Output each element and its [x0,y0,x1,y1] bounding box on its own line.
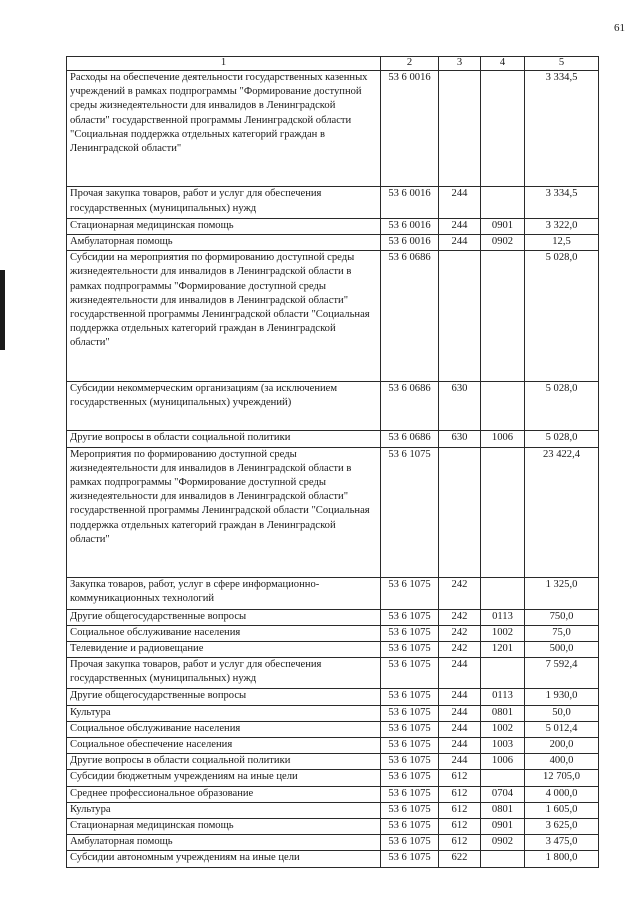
row-name: Мероприятия по формированию доступной среды жизнедеятельности для инвалидов в Ленинградской области в рамках подпрограммы "Формирование доступной среды жизнедеятельности для инвалидов в Ленинградской области" государственной программы Ленинградской области "Социальная поддержка отдельных категорий граждан в Ленинградской области" [67,447,381,578]
row-amount: 3 334,5 [525,187,599,218]
row-target-article: 53 6 0686 [381,251,439,382]
row-expense-type: 242 [439,578,481,609]
row-section [481,251,525,382]
row-target-article: 53 6 1075 [381,578,439,609]
row-target-article: 53 6 1075 [381,447,439,578]
row-name: Расходы на обеспечение деятельности государственных казенных учреждений в рамках подпрограммы "Формирование доступной среды жизнедеятельности для инвалидов в Ленинградской области" государственной программы Ленинградской области "Социальная поддержка отдельных категорий граждан в Ленинградской области" [67,71,381,187]
row-expense-type: 244 [439,218,481,234]
table-row [67,609,599,625]
row-target-article: 53 6 1075 [381,818,439,834]
row-section: 1002 [481,625,525,641]
row-expense-type: 630 [439,431,481,447]
table-row [67,786,599,802]
row-amount: 1 800,0 [525,851,599,867]
row-name: Культура [67,802,381,818]
row-section: 0902 [481,234,525,250]
table-row [67,251,599,382]
header-col-5: 5 [525,57,599,71]
table-header-row [67,57,599,71]
row-expense-type: 612 [439,818,481,834]
table-row [67,835,599,851]
row-amount: 5 028,0 [525,431,599,447]
table-row [67,625,599,641]
row-target-article: 53 6 1075 [381,609,439,625]
row-target-article: 53 6 1075 [381,802,439,818]
row-target-article: 53 6 1075 [381,689,439,705]
row-target-article: 53 6 1075 [381,835,439,851]
row-name: Субсидии на мероприятия по формированию доступной среды жизнедеятельности для инвалидов в Ленинградской области в рамках подпрограммы "Формирование доступной среды жизнедеятельности для инвалидов в Ленинградской области" государственной программы Ленинградской области "Социальная поддержка отдельных категорий граждан в Ленинградской области" [67,251,381,382]
row-amount: 400,0 [525,754,599,770]
row-section: 0901 [481,218,525,234]
table-row [67,431,599,447]
row-name: Телевидение и радиовещание [67,641,381,657]
row-section: 1006 [481,431,525,447]
row-amount: 3 475,0 [525,835,599,851]
row-expense-type: 622 [439,851,481,867]
row-amount: 75,0 [525,625,599,641]
header-col-3: 3 [439,57,481,71]
row-amount: 12,5 [525,234,599,250]
table-row [67,802,599,818]
row-target-article: 53 6 1075 [381,658,439,689]
header-col-1: 1 [67,57,381,71]
table-row [67,705,599,721]
table-row [67,641,599,657]
row-name: Амбулаторная помощь [67,234,381,250]
table-row [67,738,599,754]
row-section [481,447,525,578]
row-target-article: 53 6 1075 [381,705,439,721]
row-name: Прочая закупка товаров, работ и услуг для обеспечения государственных (муниципальных) нужд [67,658,381,689]
table-row [67,218,599,234]
table-row [67,721,599,737]
row-name: Культура [67,705,381,721]
table-row [67,658,599,689]
row-section [481,851,525,867]
row-expense-type: 242 [439,609,481,625]
table-row [67,754,599,770]
table-row [67,818,599,834]
row-target-article: 53 6 0686 [381,381,439,431]
row-section [481,770,525,786]
row-section: 0801 [481,802,525,818]
row-amount: 23 422,4 [525,447,599,578]
table-row [67,578,599,609]
binding-mark [0,270,5,350]
row-section: 1006 [481,754,525,770]
row-amount: 200,0 [525,738,599,754]
row-section: 1201 [481,641,525,657]
row-target-article: 53 6 1075 [381,754,439,770]
row-expense-type: 242 [439,625,481,641]
row-section [481,658,525,689]
row-amount: 3 625,0 [525,818,599,834]
row-target-article: 53 6 1075 [381,770,439,786]
row-name: Среднее профессиональное образование [67,786,381,802]
row-amount: 12 705,0 [525,770,599,786]
row-amount: 5 028,0 [525,251,599,382]
row-section: 0801 [481,705,525,721]
row-name: Социальное обслуживание населения [67,721,381,737]
row-section: 0113 [481,609,525,625]
row-amount: 1 325,0 [525,578,599,609]
row-expense-type: 612 [439,835,481,851]
row-expense-type: 612 [439,770,481,786]
row-section: 1003 [481,738,525,754]
row-section: 0901 [481,818,525,834]
row-amount: 750,0 [525,609,599,625]
row-name: Другие вопросы в области социальной политики [67,754,381,770]
row-section: 0902 [481,835,525,851]
row-section: 0113 [481,689,525,705]
row-expense-type [439,71,481,187]
row-section: 0704 [481,786,525,802]
row-name: Другие общегосударственные вопросы [67,689,381,705]
row-amount: 3 334,5 [525,71,599,187]
row-name: Стационарная медицинская помощь [67,218,381,234]
row-target-article: 53 6 0686 [381,431,439,447]
table-row [67,770,599,786]
row-name: Стационарная медицинская помощь [67,818,381,834]
header-col-2: 2 [381,57,439,71]
row-amount: 1 930,0 [525,689,599,705]
row-section: 1002 [481,721,525,737]
table-row [67,187,599,218]
row-name: Субсидии некоммерческим организациям (за исключением государственных (муниципальных) учреждений) [67,381,381,431]
row-amount: 5 028,0 [525,381,599,431]
row-name: Социальное обеспечение населения [67,738,381,754]
row-target-article: 53 6 0016 [381,218,439,234]
table-row [67,447,599,578]
header-col-4: 4 [481,57,525,71]
row-target-article: 53 6 1075 [381,786,439,802]
row-name: Социальное обслуживание населения [67,625,381,641]
row-expense-type: 244 [439,754,481,770]
budget-table-body [67,57,599,868]
row-amount: 5 012,4 [525,721,599,737]
row-name: Субсидии автономным учреждениям на иные цели [67,851,381,867]
table-row [67,851,599,867]
row-target-article: 53 6 1075 [381,625,439,641]
row-expense-type: 630 [439,381,481,431]
row-section [481,71,525,187]
row-target-article: 53 6 1075 [381,851,439,867]
row-target-article: 53 6 1075 [381,738,439,754]
row-section [481,381,525,431]
table-row [67,689,599,705]
row-expense-type: 242 [439,641,481,657]
row-target-article: 53 6 0016 [381,234,439,250]
table-row [67,381,599,431]
row-section [481,578,525,609]
row-amount: 4 000,0 [525,786,599,802]
row-name: Амбулаторная помощь [67,835,381,851]
row-expense-type: 244 [439,738,481,754]
row-expense-type [439,251,481,382]
row-name: Субсидии бюджетным учреждениям на иные цели [67,770,381,786]
row-expense-type: 244 [439,705,481,721]
row-expense-type: 244 [439,689,481,705]
row-target-article: 53 6 0016 [381,71,439,187]
row-expense-type: 244 [439,658,481,689]
row-target-article: 53 6 1075 [381,641,439,657]
row-target-article: 53 6 1075 [381,721,439,737]
page-number: 61 [614,22,625,34]
row-amount: 50,0 [525,705,599,721]
row-name: Другие общегосударственные вопросы [67,609,381,625]
row-expense-type: 244 [439,187,481,218]
row-target-article: 53 6 0016 [381,187,439,218]
row-name: Закупка товаров, работ, услуг в сфере информационно-коммуникационных технологий [67,578,381,609]
row-amount: 7 592,4 [525,658,599,689]
row-name: Прочая закупка товаров, работ и услуг для обеспечения государственных (муниципальных) нужд [67,187,381,218]
row-name: Другие вопросы в области социальной политики [67,431,381,447]
budget-table [66,56,599,868]
row-expense-type: 244 [439,721,481,737]
table-row [67,234,599,250]
row-amount: 1 605,0 [525,802,599,818]
row-expense-type: 612 [439,786,481,802]
row-expense-type: 612 [439,802,481,818]
row-amount: 3 322,0 [525,218,599,234]
row-amount: 500,0 [525,641,599,657]
table-row [67,71,599,187]
row-expense-type: 244 [439,234,481,250]
row-expense-type [439,447,481,578]
row-section [481,187,525,218]
